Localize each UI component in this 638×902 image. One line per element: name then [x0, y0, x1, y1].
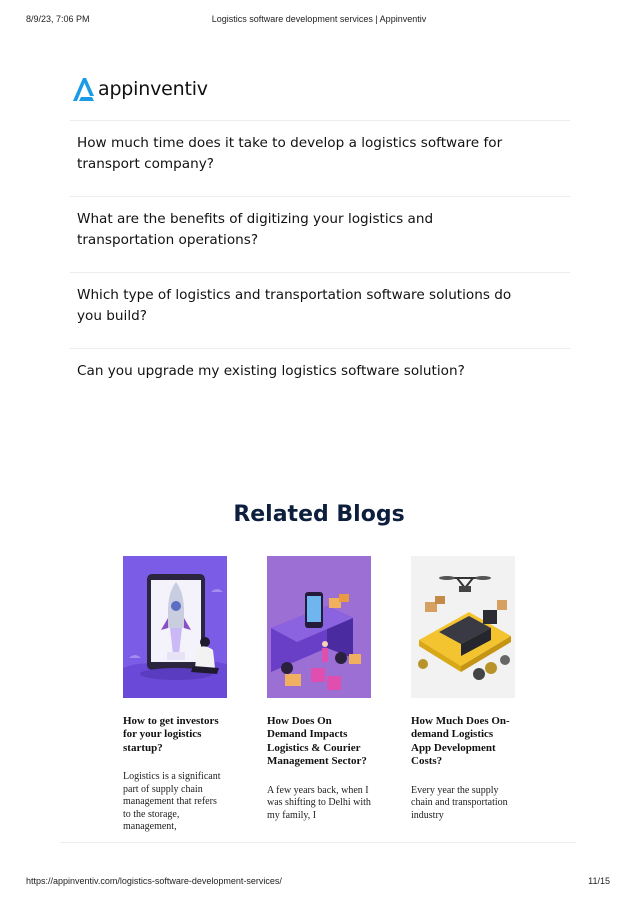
- drone-truck-illustration[interactable]: [411, 556, 515, 698]
- blog-card-excerpt: Logistics is a significant part of supply chain management that refers to the storage, management,: [123, 771, 221, 833]
- blog-card[interactable]: [267, 556, 371, 822]
- faq-question: What are the benefits of digitizing your logistics and transportation operations?: [77, 211, 434, 248]
- faq-item[interactable]: [70, 348, 570, 424]
- faq-item[interactable]: [70, 120, 570, 196]
- blog-card[interactable]: [123, 556, 227, 834]
- faq-list: [70, 120, 570, 424]
- rocket-launch-illustration[interactable]: [123, 556, 227, 698]
- appinventiv-logo[interactable]: [72, 76, 208, 102]
- blog-card-title[interactable]: How Does On Demand Impacts Logistics & Courier Management Sector?: [267, 715, 367, 768]
- faq-question: Which type of logistics and transportation software solutions do you build?: [77, 287, 512, 324]
- blog-card-excerpt: A few years back, when I was shifting to Delhi with my family, I: [267, 784, 371, 821]
- appinventiv-logo-icon: [72, 76, 96, 102]
- faq-item[interactable]: [70, 272, 570, 348]
- print-datetime: 8/9/23, 7:06 PM: [26, 14, 90, 24]
- blog-card-title[interactable]: How to get investors for your logistics startup?: [123, 715, 219, 754]
- logo-wordmark: appinventiv: [98, 78, 208, 100]
- faq-question: Can you upgrade my existing logistics software solution?: [77, 363, 465, 379]
- faq-item[interactable]: [70, 196, 570, 272]
- divider: [60, 842, 576, 843]
- blog-card[interactable]: [411, 556, 515, 822]
- page-number: 11/15: [588, 876, 610, 886]
- faq-question: How much time does it take to develop a logistics software for transport company?: [77, 135, 503, 172]
- blog-card-title[interactable]: How Much Does On-demand Logistics App Development Costs?: [411, 715, 510, 768]
- print-page-title: Logistics software development services | Appinventiv: [211, 14, 427, 24]
- print-url[interactable]: https://appinventiv.com/logistics-software-development-services/: [26, 876, 282, 886]
- blog-card-excerpt: Every year the supply chain and transportation industry: [411, 784, 508, 821]
- delivery-truck-illustration[interactable]: [267, 556, 371, 698]
- related-blogs-heading: Related Blogs: [233, 502, 405, 527]
